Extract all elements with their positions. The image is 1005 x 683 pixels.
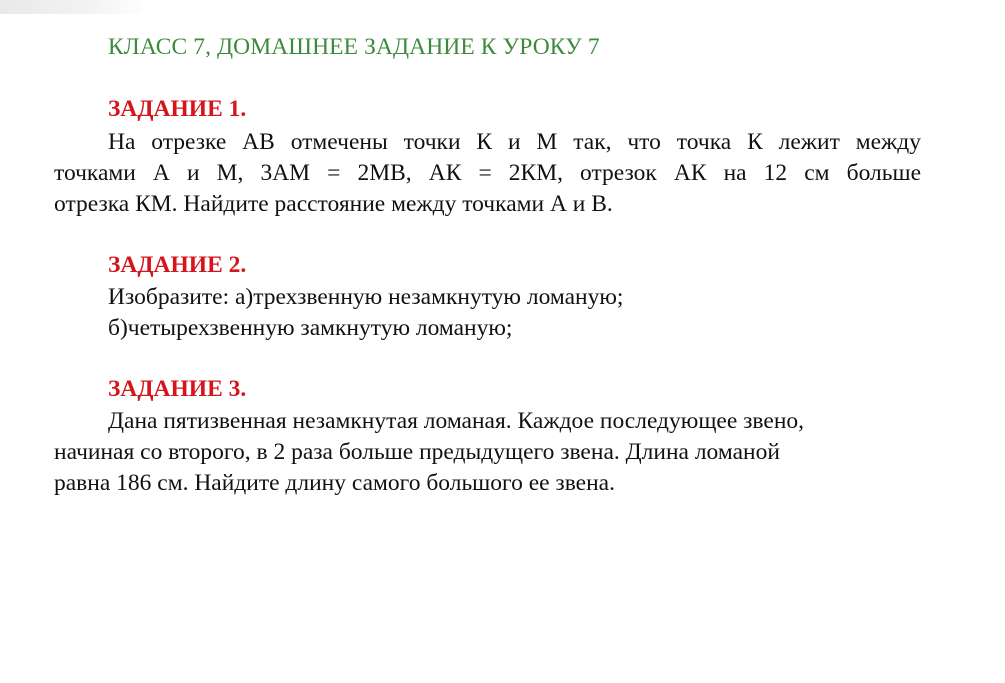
- task-1-line-1: На отрезке АВ отмечены точки К и М так, что точка К лежит между: [108, 129, 921, 155]
- task-3-line-1: Дана пятизвенная незамкнутая ломаная. Каждое последующее звено,: [108, 408, 805, 434]
- task-2-line-1: Изобразите: а)трехзвенную незамкнутую ломаную;: [108, 284, 624, 310]
- task-1-line-3: отрезка КМ. Найдите расстояние между точками А и В.: [54, 191, 613, 217]
- task-3-line-2: начиная со второго, в 2 раза больше предыдущего звена. Длина ломаной: [54, 439, 780, 465]
- task-2-line-2: б)четырехзвенную замкнутую ломаную;: [108, 315, 513, 341]
- task-1-line-2: точками А и М, 3АМ = 2МВ, АК = 2КМ, отрезок АК на 12 см больше: [54, 160, 921, 186]
- task-3-heading: ЗАДАНИЕ 3.: [108, 376, 247, 402]
- task-1-heading: ЗАДАНИЕ 1.: [108, 96, 247, 122]
- document-title: КЛАСС 7, ДОМАШНЕЕ ЗАДАНИЕ К УРОКУ 7: [108, 34, 600, 60]
- task-2-heading: ЗАДАНИЕ 2.: [108, 252, 247, 278]
- page-corner-shadow: [0, 0, 150, 14]
- task-3-line-3: равна 186 см. Найдите длину самого большого ее звена.: [54, 470, 615, 496]
